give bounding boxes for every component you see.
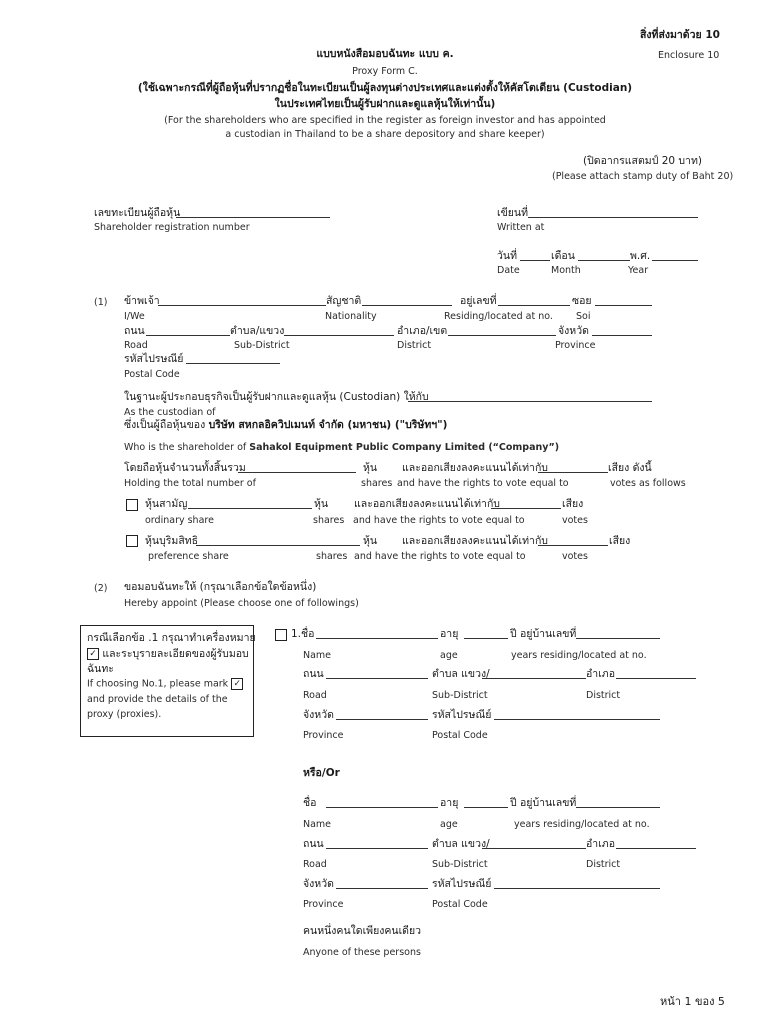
registration-number-field[interactable]	[176, 217, 330, 218]
note-line2-th	[87, 648, 249, 660]
stamp-note-en: (Please attach stamp duty of Baht 20)	[552, 171, 734, 182]
checkmark-icon: ✓	[231, 678, 243, 690]
proxy-2-age-label-en: age	[440, 819, 458, 830]
written-at-label-th: เขียนที่	[497, 207, 529, 219]
ordinary-share-checkbox[interactable]	[126, 499, 138, 511]
ordinary-share-label-en: ordinary share	[145, 515, 214, 526]
month-field[interactable]	[578, 260, 630, 261]
proxy-2-address-field[interactable]	[576, 807, 660, 808]
month-label-en: Month	[551, 265, 581, 276]
note-line1-text-en: If choosing No.1, please mark	[87, 678, 229, 690]
proxy-1-road-label-th: ถนน	[303, 668, 324, 680]
page-number: หน้า 1 ของ 5	[660, 995, 725, 1008]
shareholder-of-en	[124, 442, 559, 454]
subdistrict-label-en: Sub-District	[234, 340, 290, 351]
company-name-th: บริษัท สหกลอิควิปเมนท์ จำกัด (มหาชน) ("บริษัทฯ")	[208, 419, 448, 431]
subtitle-en-line1: (For the shareholders who are specified in the register as foreign investor and has appointed	[164, 115, 606, 126]
district-label-en: District	[397, 340, 432, 351]
soi-field[interactable]	[595, 305, 652, 306]
subdistrict-field[interactable]	[284, 335, 394, 336]
residing-field[interactable]	[498, 305, 570, 306]
holding-shares-label-en: shares	[361, 478, 393, 489]
date-label-th: วันที่	[497, 250, 517, 262]
holding-total-field[interactable]	[238, 472, 356, 473]
proxy-1-address-field[interactable]	[576, 638, 660, 639]
preference-share-checkbox[interactable]	[126, 535, 138, 547]
province-label-en: Province	[555, 340, 596, 351]
note-line3-th: ฉันทะ	[87, 663, 114, 675]
preference-votes-field[interactable]	[538, 545, 608, 546]
proxy-1-postal-label-th: รหัสไปรษณีย์	[432, 709, 492, 721]
shareholder-of-prefix-th: ซึ่งเป็นผู้ถือหุ้นของ	[124, 419, 206, 431]
proxy-2-province-label-th: จังหวัด	[303, 878, 334, 890]
subtitle-en-line2: a custodian in Thailand to be a share depository and share keeper)	[225, 129, 545, 140]
nationality-label-th: สัญชาติ	[326, 295, 362, 307]
holding-vote-label-en: and have the rights to vote equal to	[397, 478, 569, 489]
form-title-th: แบบหนังสือมอบฉันทะ แบบ ค.	[316, 48, 454, 60]
year-field[interactable]	[652, 260, 698, 261]
i-we-label-en: I/We	[124, 311, 145, 322]
proxy-2-years-label-th: ปี อยู่บ้านเลขที่	[510, 797, 577, 809]
custodian-label-th: ในฐานะผู้ประกอบธุรกิจเป็นผู้รับฝากและดูแลหุ้น (Custodian) ให้กับ	[124, 391, 429, 403]
proxy-2-road-label-th: ถนน	[303, 838, 324, 850]
subtitle-th-line1: (ใช้เฉพาะกรณีที่ผู้ถือหุ้นที่ปรากฏชื่อในทะเบียนเป็นผู้ลงทุนต่างประเทศและแต่งตั้งให้คัสโตเดียน (Custodian)	[137, 82, 633, 94]
holding-votes-field[interactable]	[538, 472, 608, 473]
proxy-1-district-label-th: อำเภอ	[586, 668, 616, 680]
proxy-1-province-field[interactable]	[336, 719, 428, 720]
proxy-2-subdistrict-label-th: ตำบล แขวง/	[432, 838, 490, 850]
proxy-1-road-field[interactable]	[326, 678, 428, 679]
ordinary-share-field[interactable]	[188, 508, 312, 509]
proxy-2-name-label-en: Name	[303, 819, 332, 830]
preference-votes-unit-en: votes	[562, 551, 588, 562]
anyone-label-en: Anyone of these persons	[303, 947, 421, 958]
preference-vote-label-en: and have the rights to vote equal to	[354, 551, 526, 562]
enclosure-en: Enclosure 10	[658, 50, 720, 61]
preference-shares-unit-th: หุ้น	[363, 535, 378, 547]
holding-vote-label-th: และออกเสียงลงคะแนนได้เท่ากับ	[402, 462, 548, 474]
proxy-2-postal-label-en: Postal Code	[432, 899, 488, 910]
proxy-1-checkbox[interactable]	[275, 629, 287, 641]
ordinary-vote-label-en: and have the rights to vote equal to	[353, 515, 525, 526]
proxy-2-road-label-en: Road	[303, 859, 327, 870]
proxy-2-postal-label-th: รหัสไปรษณีย์	[432, 878, 492, 890]
ordinary-vote-label-th: และออกเสียงลงคะแนนได้เท่ากับ	[354, 498, 500, 510]
postal-label-en: Postal Code	[124, 369, 180, 380]
preference-shares-unit-en: shares	[316, 551, 348, 562]
written-at-field[interactable]	[528, 217, 698, 218]
or-label: หรือ/Or	[303, 767, 340, 779]
proxy-2-years-label-en: years residing/located at no.	[514, 819, 650, 830]
ordinary-share-label-th: หุ้นสามัญ	[145, 498, 188, 510]
preference-share-label-en: preference share	[148, 551, 229, 562]
proxy-1-province-label-en: Province	[303, 730, 344, 741]
proxy-2-province-label-en: Province	[303, 899, 344, 910]
soi-label-th: ซอย	[572, 295, 592, 307]
votes-as-follows-en: votes as follows	[610, 478, 686, 489]
section2-number: (2)	[94, 583, 108, 594]
province-field[interactable]	[592, 335, 652, 336]
proxy-2-postal-field[interactable]	[494, 888, 660, 889]
form-title-en: Proxy Form C.	[352, 66, 418, 77]
year-label-th: พ.ศ.	[630, 250, 651, 262]
note-line1-th: กรณีเลือกข้อ .1 กรุณาทำเครื่องหมาย	[87, 632, 256, 644]
appoint-label-en: Hereby appoint (Please choose one of followings)	[124, 598, 359, 609]
nationality-label-en: Nationality	[325, 311, 377, 322]
section1-number: (1)	[94, 297, 108, 308]
note-line2-text-th: และระบุรายละเอียดของผู้รับมอบ	[102, 648, 249, 660]
proxy-1-name-label-th: 1.ชื่อ	[291, 628, 315, 640]
soi-label-en: Soi	[576, 311, 591, 322]
proxy-1-years-label-en: years residing/located at no.	[511, 650, 647, 661]
custodian-label-en: As the custodian of	[124, 407, 216, 418]
proxy-2-age-label-th: อายุ	[440, 797, 459, 809]
proxy-1-road-label-en: Road	[303, 690, 327, 701]
proxy-1-subdistrict-label-th: ตำบล แขวง/	[432, 668, 490, 680]
instruction-note-box	[80, 625, 254, 737]
month-label-th: เดือน	[551, 250, 575, 262]
proxy-1-age-label-en: age	[440, 650, 458, 661]
proxy-1-postal-field[interactable]	[494, 719, 660, 720]
holding-total-label-en: Holding the total number of	[124, 478, 256, 489]
subdistrict-label-th: ตำบล/แขวง	[230, 325, 285, 337]
proxy-1-years-label-th: ปี อยู่บ้านเลขที่	[510, 628, 577, 640]
written-at-label-en: Written at	[497, 222, 545, 233]
road-field[interactable]	[146, 335, 230, 336]
residing-label-en: Residing/located at no.	[444, 311, 553, 322]
proxy-2-subdistrict-field[interactable]	[482, 848, 586, 849]
road-label-th: ถนน	[124, 325, 145, 337]
company-name-en: Sahakol Equipment Public Company Limited (“Company”)	[249, 442, 560, 453]
proxy-1-name-field[interactable]	[316, 638, 438, 639]
date-field[interactable]	[520, 260, 550, 261]
postal-field[interactable]	[186, 363, 280, 364]
postal-label-th: รหัสไปรษณีย์	[124, 353, 184, 365]
district-field[interactable]	[448, 335, 556, 336]
i-we-field[interactable]	[158, 305, 326, 306]
registration-label-en: Shareholder registration number	[94, 222, 250, 233]
appoint-label-th: ขอมอบฉันทะให้ (กรุณาเลือกข้อใดข้อหนึ่ง)	[124, 581, 317, 593]
proxy-1-district-field[interactable]	[616, 678, 696, 679]
anyone-label-th: คนหนึ่งคนใดเพียงคนเดียว	[303, 925, 422, 937]
preference-share-label-th: หุ้นบุริมสิทธิ	[145, 535, 199, 547]
holding-shares-label-th: หุ้น	[363, 462, 378, 474]
proxy-2-district-field[interactable]	[616, 848, 696, 849]
proxy-2-road-field[interactable]	[326, 848, 428, 849]
preference-share-field[interactable]	[196, 545, 360, 546]
proxy-1-age-field[interactable]	[464, 638, 508, 639]
note-line3-en: proxy (proxies).	[87, 709, 162, 720]
proxy-1-subdistrict-field[interactable]	[482, 678, 586, 679]
year-label-en: Year	[628, 265, 649, 276]
checkmark-icon: ✓	[87, 648, 99, 660]
district-label-th: อำเภอ/เขต	[397, 325, 448, 337]
subtitle-th-line2: ในประเทศไทยเป็นผู้รับฝากและดูแลหุ้นให้เท่านั้น)	[274, 98, 496, 110]
nationality-field[interactable]	[362, 305, 452, 306]
road-label-en: Road	[124, 340, 148, 351]
note-line2-en: and provide the details of the	[87, 694, 228, 705]
note-line1-en	[87, 678, 243, 691]
proxy-2-age-field[interactable]	[464, 807, 508, 808]
proxy-1-postal-label-en: Postal Code	[432, 730, 488, 741]
preference-votes-unit-th: เสียง	[609, 535, 631, 547]
i-we-label-th: ข้าพเจ้า	[124, 295, 160, 307]
shareholder-of-prefix-en: Who is the shareholder of	[124, 442, 247, 453]
proxy-2-subdistrict-label-en: Sub-District	[432, 859, 488, 870]
proxy-1-district-label-en: District	[586, 690, 621, 701]
enclosure-th: สิ่งที่ส่งมาด้วย 10	[640, 29, 720, 41]
proxy-2-name-field[interactable]	[326, 807, 438, 808]
custodian-of-field[interactable]	[408, 401, 652, 402]
holding-total-label-th: โดยถือหุ้นจำนวนทั้งสิ้นรวม	[124, 462, 246, 474]
proxy-2-province-field[interactable]	[336, 888, 428, 889]
votes-as-follows-th: เสียง ดังนี้	[608, 462, 652, 474]
ordinary-votes-field[interactable]	[491, 508, 561, 509]
proxy-2-district-label-th: อำเภอ	[586, 838, 616, 850]
proxy-2-name-label-th: ชื่อ	[303, 797, 317, 809]
proxy-2-district-label-en: District	[586, 859, 621, 870]
proxy-1-province-label-th: จังหวัด	[303, 709, 334, 721]
proxy-1-name-label-en: Name	[303, 650, 332, 661]
ordinary-shares-unit-th: หุ้น	[314, 498, 329, 510]
ordinary-shares-unit-en: shares	[313, 515, 345, 526]
date-label-en: Date	[497, 265, 520, 276]
registration-label-th: เลขทะเบียนผู้ถือหุ้น	[94, 207, 181, 219]
proxy-1-subdistrict-label-en: Sub-District	[432, 690, 488, 701]
preference-vote-label-th: และออกเสียงลงคะแนนได้เท่ากับ	[402, 535, 548, 547]
ordinary-votes-unit-en: votes	[562, 515, 588, 526]
ordinary-votes-unit-th: เสียง	[562, 498, 584, 510]
residing-label-th: อยู่เลขที่	[460, 295, 497, 307]
province-label-th: จังหวัด	[558, 325, 589, 337]
shareholder-of-th	[124, 419, 447, 431]
stamp-note-th: (ปิดอากรแสตมป์ 20 บาท)	[583, 155, 702, 167]
proxy-1-age-label-th: อายุ	[440, 628, 459, 640]
